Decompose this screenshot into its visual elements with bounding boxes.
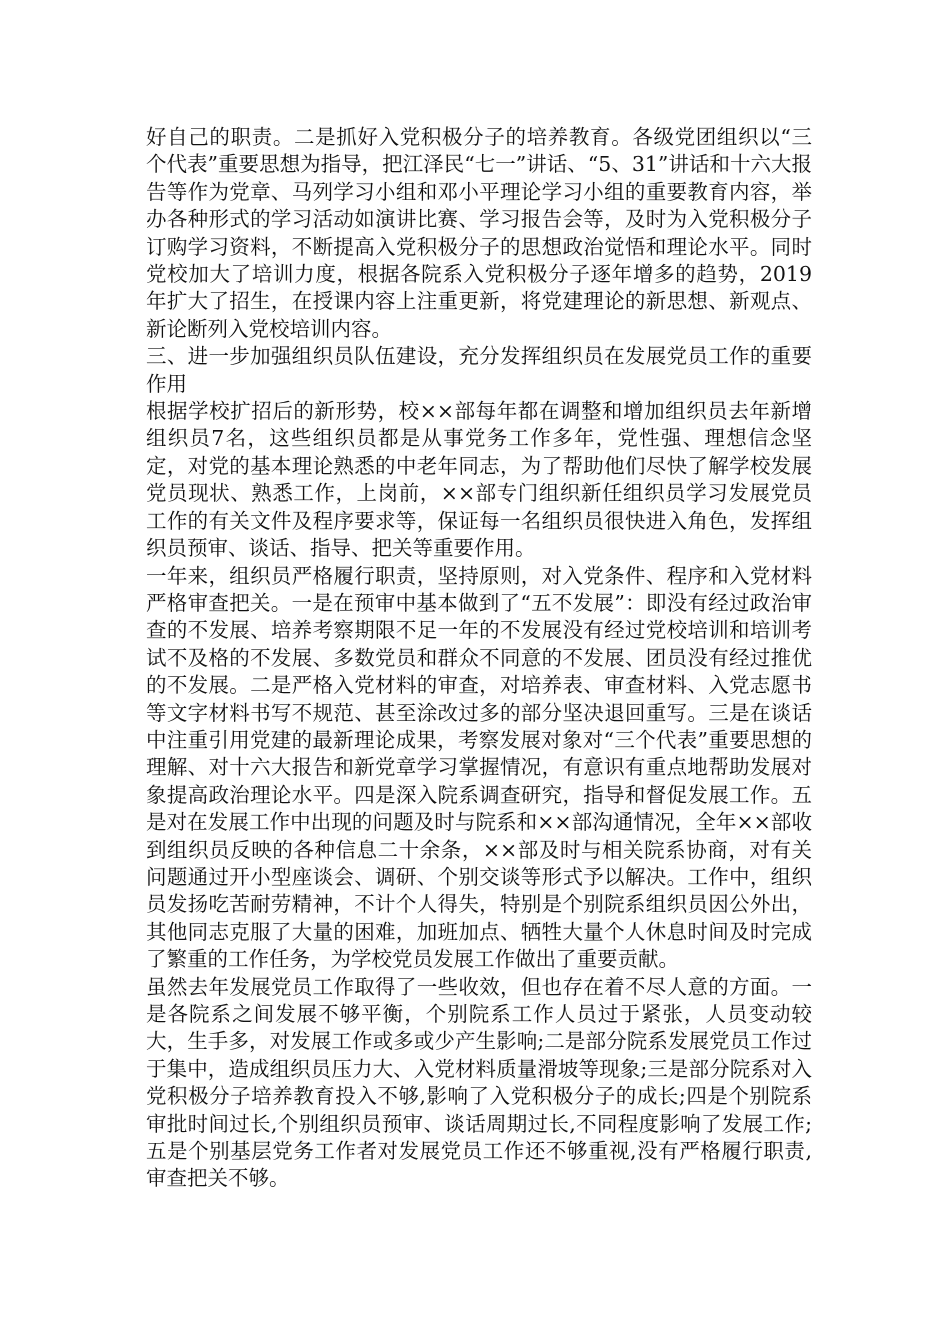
paragraph-organizer-duties: 一年来，组织员严格履行职责，坚持原则，对入党条件、程序和入党材料严格审查把关。一是在预审中基本做到了“五不发展”：即没有经过政治审查的不发展、培养考察期限不足一年的不发展没有经过党校培训和培训考试不及格的不发展、多数党员和群众不同意的不发展、团员没有经过推优的不发展。二是严格入党材料的审查，对培养表、审查材料、入党志愿书等文字材料书写不规范、甚至涂改过多的部分坚决退回重写。三是在谈话中注重引用党建的最新理论成果，考察发展对象对“三个代表”重要思想的理解、对十六大报告和新党章学习掌握情况，有意识有重点地帮助发展对象提高政治理论水平。四是深入院系调查研究，指导和督促发展工作。五是对在发展工作中出现的问题及时与院系和××部沟通情况，全年××部收到组织员反映的各种信息二十余条，××部及时与相关院系协商，对有关问题通过开小型座谈会、调研、个别交谈等形式予以解决。工作中，组织员发扬吃苦耐劳精神，不计个人得失，特别是个别院系组织员因公外出，其他同志克服了大量的困难，加班加点、牺牲大量个人休息时间及时完成了繁重的工作任务，为学校党员发展工作做出了重要贡献。 [146,563,812,972]
section-heading-organizer-team: 三、进一步加强组织员队伍建设，充分发挥组织员在发展党员工作的重要作用 [146,344,812,396]
document-body [146,124,812,1193]
paragraph-training-education: 好自己的职责。二是抓好入党积极分子的培养教育。各级党团组织以“三个代表”重要思想为指导，把江泽民“七一”讲话、“5、31”讲话和十六大报告等作为党章、马列学习小组和邓小平理论学习小组的重要教育内容，举办各种形式的学习活动如演讲比赛、学习报告会等，及时为入党积极分子订购学习资料，不断提高入党积极分子的思想政治觉悟和理论水平。同时党校加大了培训力度，根据各院系入党积极分子逐年增多的趋势，2019年扩大了招生，在授课内容上注重更新，将党建理论的新思想、新观点、新论断列入党校培训内容。 [146,125,812,341]
paragraph-shortcomings: 虽然去年发展党员工作取得了一些收效，但也存在着不尽人意的方面。一是各院系之间发展不够平衡，个别院系工作人员过于紧张，人员变动较大，生手多，对发展工作或多或少产生影响;二是部分院系发展党员工作过于集中，造成组织员压力大、入党材料质量滑坡等现象;三是部分院系对入党积极分子培养教育投入不够,影响了入党积极分子的成长;四是个别院系审批时间过长,个别组织员预审、谈话周期过长,不同程度影响了发展工作;五是个别基层党务工作者对发展党员工作还不够重视,没有严格履行职责,审查把关不够。 [146,974,812,1191]
paragraph-organizer-recruitment: 根据学校扩招后的新形势，校××部每年都在调整和增加组织员去年新增组织员7名，这些组织员都是从事党务工作多年，党性强、理想信念坚定，对党的基本理论熟悉的中老年同志，为了帮助他们尽快了解学校发展党员现状、熟悉工作，上岗前，××部专门组织新任组织员学习发展党员工作的有关文件及程序要求等，保证每一名组织员很快进入角色，发挥组织员预审、谈话、指导、把关等重要作用。 [146,399,812,561]
